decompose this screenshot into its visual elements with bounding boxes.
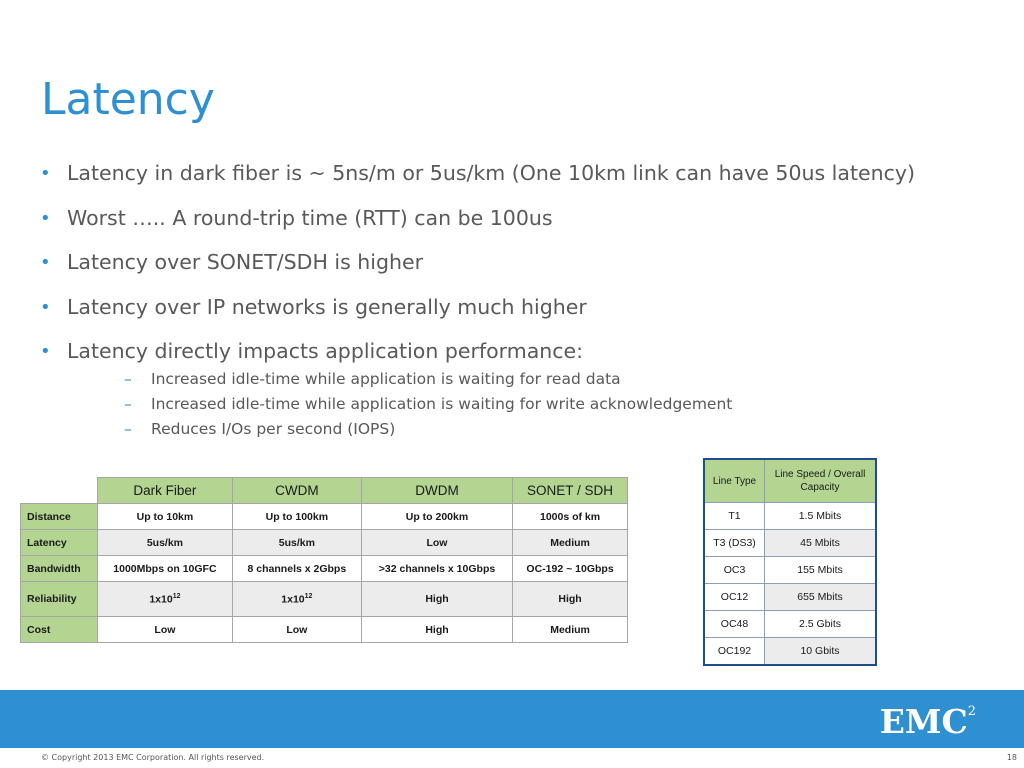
sub-bullet-item (124, 367, 970, 392)
sub-bullet-text: Increased idle-time while application is waiting for read data (151, 370, 621, 388)
row-header: Bandwidth (21, 556, 98, 582)
table-cell: 1000s of km (513, 504, 628, 530)
column-header: Line Type (704, 459, 765, 503)
table-cell: 5us/km (232, 530, 361, 556)
table-cell: Low (98, 617, 233, 643)
table-cell: Low (232, 617, 361, 643)
table-row (704, 584, 876, 611)
cell-text: 1x10 (149, 593, 173, 606)
table-header-row (704, 459, 876, 503)
table-cell: Medium (513, 530, 628, 556)
slide-title: Latency (41, 74, 215, 125)
bullet-dot-icon: • (40, 163, 51, 184)
table-cell (98, 582, 233, 617)
table-cell: High (513, 582, 628, 617)
table-cell: Up to 10km (98, 504, 233, 530)
sub-bullet-text: Increased idle-time while application is waiting for write acknowledgement (151, 395, 733, 413)
table-cell: >32 channels x 10Gbps (361, 556, 512, 582)
table-corner (21, 478, 98, 504)
bullet-dot-icon: • (40, 296, 51, 318)
line-speed-cell: 655 Mbits (765, 584, 877, 611)
connectivity-comparison-table (20, 477, 628, 643)
column-header: Line Speed / Overall Capacity (765, 459, 877, 503)
line-type-cell: OC12 (704, 584, 765, 611)
line-speed-cell: 10 Gbits (765, 638, 877, 666)
table-header-row (21, 478, 628, 504)
sub-bullet-text: Reduces I/Os per second (IOPS) (151, 420, 396, 438)
bullet-dot-icon: • (40, 252, 51, 273)
line-type-cell: T3 (DS3) (704, 530, 765, 557)
line-speed-table (703, 458, 877, 666)
bullet-dot-icon: • (40, 341, 51, 362)
column-header: DWDM (361, 478, 512, 504)
table-row (21, 530, 628, 556)
table-row (21, 504, 628, 530)
table-row (704, 557, 876, 584)
table-cell: Up to 200km (361, 504, 512, 530)
table-cell: 1000Mbps on 10GFC (98, 556, 233, 582)
table-row (704, 611, 876, 638)
table-cell: OC-192 ~ 10Gbps (513, 556, 628, 582)
line-type-cell: OC192 (704, 638, 765, 666)
table-cell: 8 channels x 2Gbps (232, 556, 361, 582)
bullet-list (40, 160, 970, 442)
table-cell: Low (361, 530, 512, 556)
bullet-item (40, 160, 970, 187)
logo-text: EMC (879, 702, 968, 741)
bullet-text: Worst ….. A round-trip time (RTT) can be 100us (67, 205, 553, 230)
line-speed-cell: 45 Mbits (765, 530, 877, 557)
table-row (704, 503, 876, 530)
exponent: 12 (172, 592, 181, 600)
table-row (704, 638, 876, 666)
table-row (21, 556, 628, 582)
bullet-text: Latency over SONET/SDH is higher (67, 250, 423, 274)
column-header: Dark Fiber (98, 478, 233, 504)
row-header: Latency (21, 530, 98, 556)
table-row (21, 617, 628, 643)
table-row (704, 530, 876, 557)
line-speed-cell: 1.5 Mbits (765, 503, 877, 530)
cell-text: 1x10 (281, 593, 305, 606)
bullet-text: Latency over IP networks is generally much higher (67, 294, 587, 319)
page-number: 18 (1006, 753, 1017, 762)
bullet-item (40, 249, 970, 276)
sub-bullet-item (124, 392, 970, 417)
logo-superscript: 2 (967, 704, 976, 719)
bullet-text: Latency in dark fiber is ~ 5ns/m or 5us/km (One 10km link can have 50us latency) (67, 161, 915, 185)
line-type-cell: OC48 (704, 611, 765, 638)
row-header: Cost (21, 617, 98, 643)
emc-logo (880, 702, 976, 741)
bullet-dot-icon: • (40, 207, 51, 229)
footer-band (0, 690, 1024, 748)
table-cell: 5us/km (98, 530, 233, 556)
line-speed-cell: 155 Mbits (765, 557, 877, 584)
bullet-item (40, 205, 970, 232)
bullet-item (40, 338, 970, 442)
dash-icon: – (124, 420, 132, 438)
table-row (21, 582, 628, 617)
table-cell (232, 582, 361, 617)
row-header: Distance (21, 504, 98, 530)
table-cell: High (361, 582, 512, 617)
table-cell: Up to 100km (232, 504, 361, 530)
bullet-text: Latency directly impacts application performance: (67, 339, 584, 363)
table-cell: Medium (513, 617, 628, 643)
dash-icon: – (124, 395, 132, 413)
bullet-item (40, 294, 970, 321)
row-header: Reliability (21, 582, 98, 617)
dash-icon: – (124, 370, 132, 388)
sub-bullet-list (67, 367, 970, 442)
column-header: SONET / SDH (513, 478, 628, 504)
line-speed-cell: 2.5 Gbits (765, 611, 877, 638)
sub-bullet-item (124, 417, 970, 442)
line-type-cell: T1 (704, 503, 765, 530)
copyright-text: © Copyright 2013 EMC Corporation. All rights reserved. (41, 753, 265, 762)
line-type-cell: OC3 (704, 557, 765, 584)
exponent: 12 (304, 592, 313, 600)
column-header: CWDM (232, 478, 361, 504)
table-cell: High (361, 617, 512, 643)
